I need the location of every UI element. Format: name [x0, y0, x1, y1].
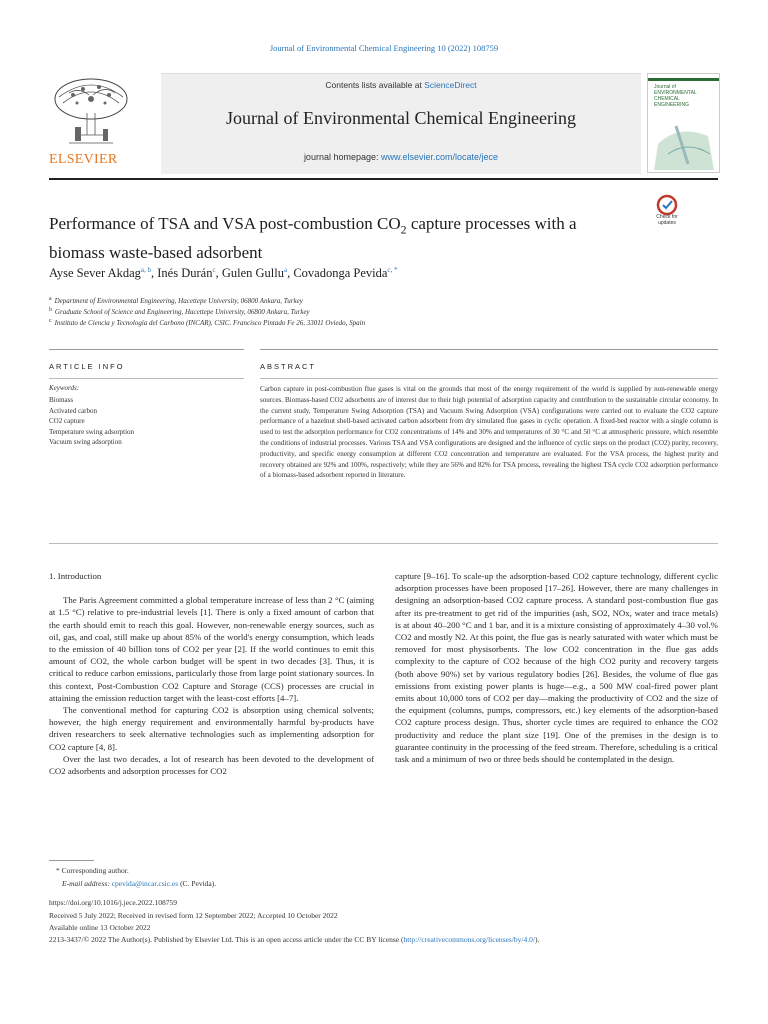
check-updates-label: Check for updates [656, 214, 678, 226]
header-center-panel [161, 73, 641, 174]
sciencedirect-link[interactable]: ScienceDirect [424, 80, 477, 90]
license-link[interactable]: http://creativecommons.org/licenses/by/4.0/ [403, 935, 535, 944]
author-affiliation-marker[interactable]: c, * [387, 266, 398, 274]
intro-paragraph: The conventional method for capturing CO2 is absorption using chemical solvents; however, the high energy requirement and environmentally harmful by-products have driven researchers to seek alternative technologies such as implementing adsorption for CO2 capture [4, 8]. [49, 705, 374, 752]
homepage-link[interactable]: www.elsevier.com/locate/jece [381, 152, 499, 162]
right-column [395, 570, 718, 765]
abstract-bottom-rule [49, 543, 718, 544]
journal-cover-thumbnail[interactable] [647, 73, 720, 173]
email-footnote [62, 879, 216, 888]
title-subscript: 2 [400, 222, 407, 237]
intro-paragraph-continued: capture [9–16]. To scale-up the adsorption-based CO2 capture technology, different cyclic adsorption processes have been proposed [17–26]. However, there are many challenges in designing an adsorption-based CO2 capture process. A standard post-combustion flue gas after its pre-treatment to get rid of the impurities (ash, SO2, NOx, water and trace metals) is at about 40–200 °C and 1 bar, and it is a mixture consisting of approximately 4–30 vol.% CO2 and mostly N2. At this point, the flue gas is nearly saturated with water which must be removed for most physisorbents. The low CO2 concentration in the flue gas adds complexity to the capture of CO2 because of the high CO2 purity and recovery targets (both above 90%) set by various regulatory bodies [26]. Besides, the volume of flue gas emissions from existing power plants is huge—e.g., a 500 MW coal-fired power plant emits about 10,000 tons of CO2 per day—making the productivity of CO2 and the size of the equipment (columns, pumps, compressors, etc.) key elements of the adsorption-based CO2 capture process design. Thus, shorter cycle times are required to enhance the CO2 productivity and reduce the plant size [19]. One of the premises in the design is to guarantee continuity in the processing of the feed stream. Therefore, scheduling is a critical task and a minimum of two or three beds should be contemplated in the design. [395, 571, 718, 765]
journal-header [49, 73, 718, 173]
footnote-rule [49, 860, 94, 861]
article-info-heading: ARTICLE INFO [49, 362, 125, 371]
keyword-item: Vacuum swing adsorption [49, 438, 122, 447]
author-affiliation-marker[interactable]: a [283, 266, 288, 274]
author-name[interactable]: , Gulen Gullu [215, 266, 284, 281]
check-for-updates-badge[interactable] [650, 193, 684, 227]
keywords-heading: Keywords: [49, 384, 80, 392]
journal-homepage [161, 152, 641, 162]
keyword-item: CO2 capture [49, 417, 85, 426]
elsevier-tree-logo [49, 73, 157, 173]
author-list [49, 266, 398, 281]
email-link[interactable]: cpevida@incar.csic.es [111, 879, 179, 888]
available-online: Available online 13 October 2022 [49, 923, 151, 932]
keywords-rule [49, 378, 244, 379]
abstract-text: Carbon capture in post-combustion flue gases is vital on the grounds that most of the energy requirement of the world is supplied by non-renewable energy sources. Biomass-based CO2 adsorbents are of interest due to their high potential of adsorption capacity and contribution to the sustainable circular economy. In the current study, Temperature Swing Adsorption (TSA) and Vacuum Swing Adsorption (VSA) configurations were carried out to evaluate the CO2 capture performance of a hazelnut shell-based activated carbon adsorbent from dry simulated flue gases in cyclic operation. A fixed-bed reactor with a single column is used to test the adsorption performance for CO2 concentrations of 14% and 30% and temperatures of 30 °C and 50 °C at atmospheric pressure, which resemble the conditions of industrial processes. Various TSA and VSA configurations are designed and the influence of cyclic steps on the product (CO2) purity, recovery, productivity, and specific energy consumption at different CO2 concentration and temperature are evaluated. For the VSA process, the highest purity and recovery obtained are 92% and 100%, respectively; while they are 56% and 82% for TSA process, revealing the highest TSA cycle CO2 adsorption performance of a biomass-based adsorbent reported in literature. [260, 385, 718, 480]
author-name[interactable]: , Covadonga Pevida [287, 266, 388, 281]
contents-available [161, 80, 641, 90]
abstract-top-rule [260, 378, 718, 379]
contents-prefix: Contents lists available at [325, 80, 425, 90]
cover-art [648, 74, 719, 172]
article-info-rule [49, 349, 244, 350]
affiliation-marker: a [49, 296, 52, 302]
author-name[interactable]: Ayse Sever Akdag [49, 266, 141, 281]
author-name[interactable]: , Inés Durán [151, 266, 213, 281]
keyword-item: Biomass [49, 396, 74, 404]
email-name: (C. Pevida). [178, 879, 217, 888]
affiliation-text: Department of Environmental Engineering, Hacettepe University, 06800 Ankara, Turkey [54, 297, 303, 306]
author-affiliation-marker[interactable]: c [212, 266, 216, 274]
affiliation-line [49, 307, 310, 316]
homepage-label: journal homepage: [303, 152, 381, 162]
received-dates: Received 5 July 2022; Received in revised form 12 September 2022; Accepted 10 October 2022 [49, 911, 338, 920]
license-suffix: ). [534, 935, 540, 944]
header-rule [49, 178, 718, 180]
affiliation-text: Instituto de Ciencia y Tecnología del Carbono (INCAR), CSIC. Francisco Pintado Fe 26, 33011 Oviedo, Spain [54, 319, 366, 328]
affiliation-text: Graduate School of Science and Engineering, Hacettepe University, 06800 Ankara, Turkey [54, 308, 310, 317]
abstract-rule [260, 349, 718, 350]
doi-link[interactable]: https://doi.org/10.1016/j.jece.2022.108759 [49, 898, 177, 907]
journal-reference[interactable]: Journal of Environmental Chemical Engineering 10 (2022) 108759 [269, 43, 499, 53]
affiliation-marker: b [49, 307, 52, 313]
left-column [49, 570, 374, 777]
keyword-item: Temperature swing adsorption [49, 427, 135, 436]
corresponding-author-note: * Corresponding author. [56, 866, 129, 875]
intro-paragraph: Over the last two decades, a lot of research has been devoted to the development of CO2 adsorbents and adsorption processes for CO2 [49, 753, 374, 777]
cover-title: Journal of ENVIRONMENTAL CHEMICAL ENGINEERING [654, 84, 697, 108]
license-prefix: 2213-3437/© 2022 The Author(s). Published by Elsevier Ltd. This is an open access article under the CC BY license ( [49, 935, 404, 944]
author-affiliation-marker[interactable]: a, b [140, 266, 151, 274]
email-label: E-mail address: [62, 879, 112, 888]
intro-paragraph: The Paris Agreement committed a global temperature increase of less than 2 °C (aiming at 1.5 °C) relative to pre-industrial levels [1]. There is only a fixed amount of carbon that the earth should emit to reach this goal. However, non-renewable energy sources, such as oil, gas, and coal, still make up about 85% of the world's energy consumption, which leads to the emission of 40 billion tons of CO2 per year [2]. If the world continues to emit this amount of CO2, the whole carbon budget will be spent in two decades [3]. Thus, it is critical to reduce carbon emissions, particularly those from large point stationary sources. In this context, Post-Combustion CO2 Capture and Storage (CCS) processes are crucial in attaining the emission reduction target with the least-cost efforts [4–7]. [49, 595, 374, 703]
affiliation-line [49, 318, 365, 327]
title-line-2: biomass waste-based adsorbent [49, 243, 263, 263]
title-part-a: Performance of TSA and VSA post-combustion CO [49, 214, 401, 233]
affiliation-line [49, 296, 303, 305]
journal-title: Journal of Environmental Chemical Engineering [226, 108, 576, 128]
keyword-item: Activated carbon [49, 406, 98, 415]
elsevier-wordmark: ELSEVIER [49, 152, 118, 167]
license-statement [49, 935, 729, 944]
paper-title [49, 212, 639, 264]
affiliation-marker: c [49, 318, 52, 324]
abstract-heading: ABSTRACT [260, 362, 317, 371]
introduction-heading: 1. Introduction [49, 571, 102, 581]
title-part-b: capture processes with a [406, 214, 577, 233]
